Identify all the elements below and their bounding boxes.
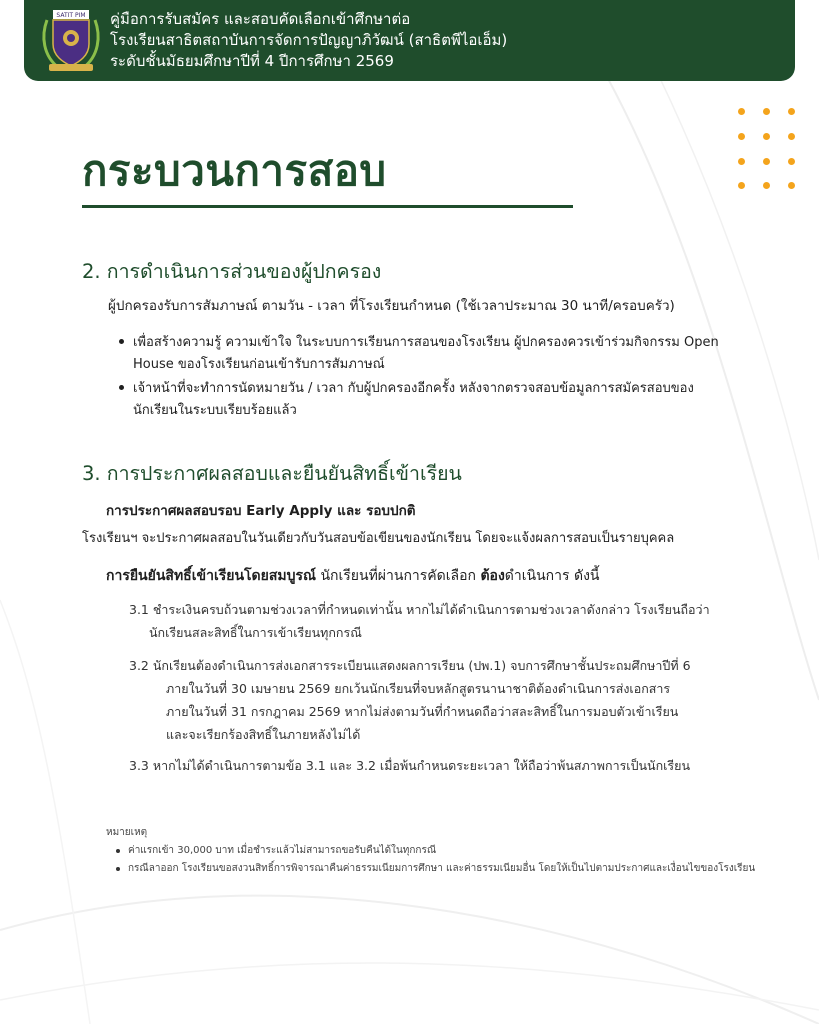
bullet-dot bbox=[116, 849, 120, 853]
confirm-mid: นักเรียนที่ผ่านการคัดเลือก bbox=[316, 568, 481, 584]
decorative-dot-grid bbox=[734, 108, 804, 192]
page-title: กระบวนการสอบ bbox=[82, 146, 387, 195]
title-underline bbox=[82, 205, 573, 208]
section-2-bullet-2-line-2: นักเรียนในระบบเรียบร้อยแล้ว bbox=[133, 403, 297, 418]
section-2-bullet-1-line-2: House ของโรงเรียนก่อนเข้ารับการสัมภาษณ์ bbox=[133, 357, 385, 372]
item-3-2-line-2: ภายในวันที่ 30 เมษายน 2569 ยกเว้นนักเรียนที่จบหลักสูตรนานาชาติต้องดำเนินการส่งเอกสาร bbox=[166, 681, 671, 696]
notes-label: หมายเหตุ bbox=[106, 827, 148, 838]
bullet-dot bbox=[116, 867, 120, 871]
header-line-1: คู่มือการรับสมัคร และสอบคัดเลือกเข้าศึกษาต่อ bbox=[110, 10, 411, 28]
section-3-heading: 3. การประกาศผลสอบและยืนยันสิทธิ์เข้าเรียน bbox=[82, 462, 462, 485]
bullet-dot bbox=[119, 385, 124, 390]
section-2-heading: 2. การดำเนินการส่วนของผู้ปกครอง bbox=[82, 260, 382, 283]
item-3-1-line-2: นักเรียนสละสิทธิ์ในการเข้าเรียนทุกกรณี bbox=[149, 625, 362, 640]
confirm-end: ดำเนินการ ดังนี้ bbox=[504, 568, 600, 584]
section-2-bullet-2-line-1: เจ้าหน้าที่จะทำการนัดหมายวัน / เวลา กับผู้ปกครองอีกครั้ง หลังจากตรวจสอบข้อมูลการสมัครสอบของ bbox=[133, 381, 694, 396]
header-bar bbox=[24, 0, 795, 81]
item-3-2-line-4: และจะเรียกร้องสิทธิ์ในภายหลังไม่ได้ bbox=[166, 727, 361, 742]
confirm-bold: การยืนยันสิทธิ์เข้าเรียนโดยสมบูรณ์ bbox=[106, 568, 316, 584]
item-3-1-line-1: 3.1 ชำระเงินครบถ้วนตามช่วงเวลาที่กำหนดเท่านั้น หากไม่ได้ดำเนินการตามช่วงเวลาดังกล่าว โรงเรียนถือว่า bbox=[129, 602, 710, 617]
svg-text:SATIT PIM: SATIT PIM bbox=[56, 12, 86, 19]
section-3-subheading: การประกาศผลสอบรอบ Early Apply และ รอบปกติ bbox=[106, 503, 416, 519]
item-3-3: 3.3 หากไม่ได้ดำเนินการตามข้อ 3.1 และ 3.2 เมื่อพ้นกำหนดระยะเวลา ให้ถือว่าพ้นสภาพการเป็นนักเรียน bbox=[129, 758, 691, 773]
section-3-subtext: โรงเรียนฯ จะประกาศผลสอบในวันเดียวกับวันสอบข้อเขียนของนักเรียน โดยจะแจ้งผลการสอบเป็นรายบุคคล bbox=[82, 531, 675, 546]
confirm-line bbox=[106, 565, 599, 587]
header-line-3: ระดับชั้นมัธยมศึกษาปีที่ 4 ปีการศึกษา 2569 bbox=[110, 52, 394, 70]
item-3-2-line-3: ภายในวันที่ 31 กรกฎาคม 2569 หากไม่ส่งตามวันที่กำหนดถือว่าสละสิทธิ์ในการมอบตัวเข้าเรียน bbox=[166, 704, 679, 719]
confirm-must: ต้อง bbox=[480, 568, 505, 584]
section-2-bullet-1-line-1: เพื่อสร้างความรู้ ความเข้าใจ ในระบบการเรียนการสอนของโรงเรียน ผู้ปกครองควรเข้าร่วมกิจกรรม Open bbox=[133, 335, 719, 350]
header-line-2: โรงเรียนสาธิตสถาบันการจัดการปัญญาภิวัฒน์ (สาธิตพีไอเอ็ม) bbox=[110, 31, 508, 49]
note-1: ค่าแรกเข้า 30,000 บาท เมื่อชำระแล้วไม่สามารถขอรับคืนได้ในทุกกรณี bbox=[128, 845, 437, 856]
note-2: กรณีลาออก โรงเรียนขอสงวนสิทธิ์การพิจารณาคืนค่าธรรมเนียมการศึกษา และค่าธรรมเนียมอื่น โดยให้เป็นไปตามประกาศและเงื่อนไขของโรงเรียน bbox=[128, 863, 756, 874]
section-2-intro: ผู้ปกครองรับการสัมภาษณ์ ตามวัน - เวลา ที่โรงเรียนกำหนด (ใช้เวลาประมาณ 30 นาที/ครอบครัว) bbox=[108, 298, 675, 314]
item-3-2-line-1: 3.2 นักเรียนต้องดำเนินการส่งเอกสารระเบียนแสดงผลการเรียน (ปพ.1) จบการศึกษาชั้นประถมศึกษาปีที่ 6 bbox=[129, 658, 691, 673]
bullet-dot bbox=[119, 339, 124, 344]
school-crest-logo bbox=[39, 6, 103, 74]
